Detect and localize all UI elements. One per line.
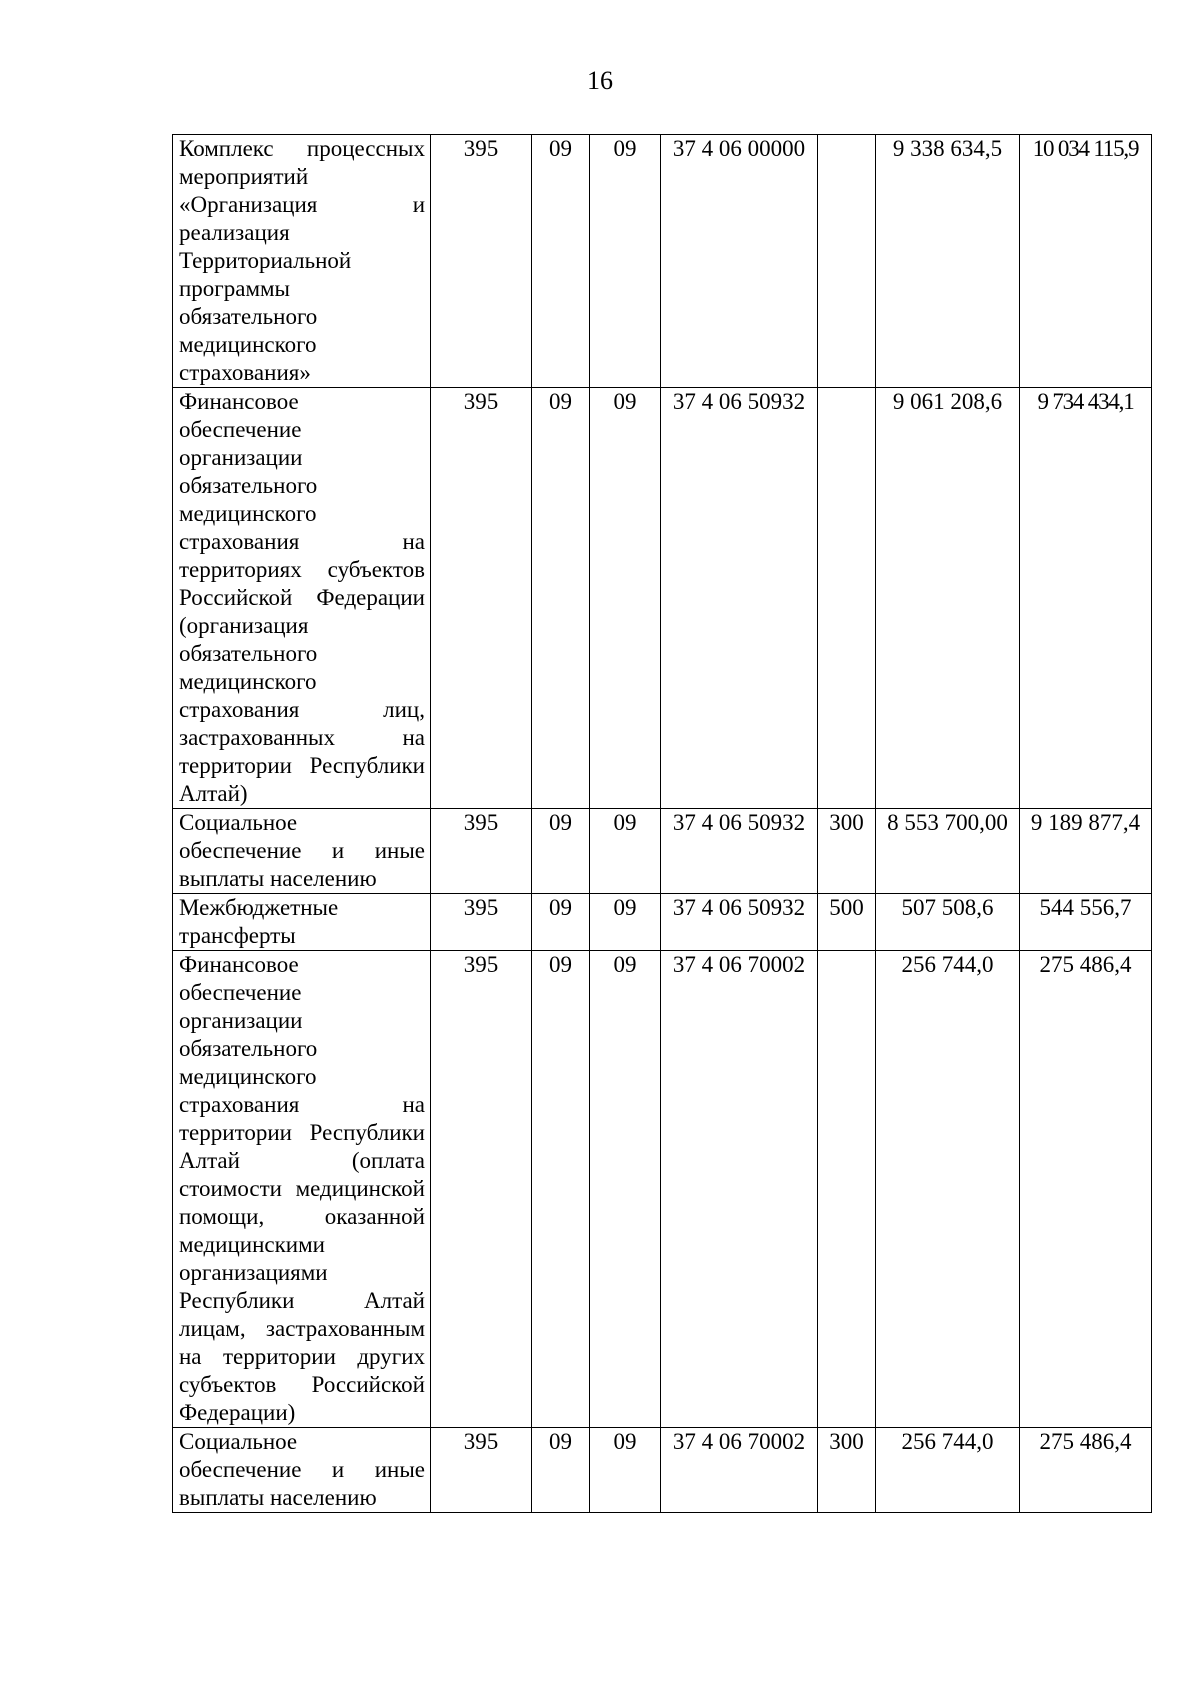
table-row: [173, 135, 1152, 388]
sum-year2-cell: 544 556,7: [1020, 894, 1152, 951]
section-cell: 09: [532, 1428, 590, 1513]
expense-type-cell: [818, 951, 876, 1428]
table-row: [173, 1428, 1152, 1513]
expense-type-cell: 300: [818, 1428, 876, 1513]
page-number: 16: [587, 66, 613, 95]
section-cell: 09: [532, 894, 590, 951]
expense-type-cell: 300: [818, 809, 876, 894]
row-name-cell: Финансовое обеспечение организации обязательного медицинского страхования на территориях субъектов Российской Федерации (организация обязательного медицинского страхования лиц, застрахованных на территории Республики Алтай): [173, 388, 431, 809]
section-cell: 09: [532, 388, 590, 809]
sum-year2-cell: 9 734 434,1: [1020, 388, 1152, 809]
table-row: [173, 951, 1152, 1428]
budget-table: [172, 134, 1152, 1513]
sum-year2-cell: 275 486,4: [1020, 951, 1152, 1428]
section-cell: 09: [532, 809, 590, 894]
table-row: [173, 388, 1152, 809]
section-cell: 09: [532, 951, 590, 1428]
grbs-cell: 395: [431, 951, 532, 1428]
row-name-cell: Социальное обеспечение и иные выплаты населению: [173, 809, 431, 894]
grbs-cell: 395: [431, 388, 532, 809]
grbs-cell: 395: [431, 809, 532, 894]
grbs-cell: 395: [431, 135, 532, 388]
sum-year1-cell: 256 744,0: [876, 1428, 1020, 1513]
expense-type-cell: 500: [818, 894, 876, 951]
subsection-cell: 09: [590, 135, 661, 388]
subsection-cell: 09: [590, 951, 661, 1428]
target-article-cell: 37 4 06 00000: [661, 135, 818, 388]
table-row: [173, 809, 1152, 894]
target-article-cell: 37 4 06 50932: [661, 388, 818, 809]
row-name-cell: Межбюджетные трансферты: [173, 894, 431, 951]
row-name-cell: Социальное обеспечение и иные выплаты населению: [173, 1428, 431, 1513]
target-article-cell: 37 4 06 50932: [661, 809, 818, 894]
subsection-cell: 09: [590, 1428, 661, 1513]
target-article-cell: 37 4 06 50932: [661, 894, 818, 951]
row-name-cell: Комплекс процессных мероприятий «Организация и реализация Территориальной программы обязательного медицинского страхования»: [173, 135, 431, 388]
subsection-cell: 09: [590, 894, 661, 951]
row-name-cell: Финансовое обеспечение организации обязательного медицинского страхования на территории Республики Алтай (оплата стоимости медицинской помощи, оказанной медицинскими организациями Республики Алтай лицам, застрахованным на территории других субъектов Российской Федерации): [173, 951, 431, 1428]
grbs-cell: 395: [431, 1428, 532, 1513]
target-article-cell: 37 4 06 70002: [661, 951, 818, 1428]
expense-type-cell: [818, 135, 876, 388]
sum-year1-cell: 9 338 634,5: [876, 135, 1020, 388]
sum-year2-cell: 10 034 115,9: [1020, 135, 1152, 388]
subsection-cell: 09: [590, 388, 661, 809]
sum-year1-cell: 256 744,0: [876, 951, 1020, 1428]
sum-year1-cell: 507 508,6: [876, 894, 1020, 951]
sum-year1-cell: 9 061 208,6: [876, 388, 1020, 809]
section-cell: 09: [532, 135, 590, 388]
table-row: [173, 894, 1152, 951]
sum-year2-cell: 275 486,4: [1020, 1428, 1152, 1513]
expense-type-cell: [818, 388, 876, 809]
subsection-cell: 09: [590, 809, 661, 894]
target-article-cell: 37 4 06 70002: [661, 1428, 818, 1513]
sum-year2-cell: 9 189 877,4: [1020, 809, 1152, 894]
grbs-cell: 395: [431, 894, 532, 951]
sum-year1-cell: 8 553 700,00: [876, 809, 1020, 894]
